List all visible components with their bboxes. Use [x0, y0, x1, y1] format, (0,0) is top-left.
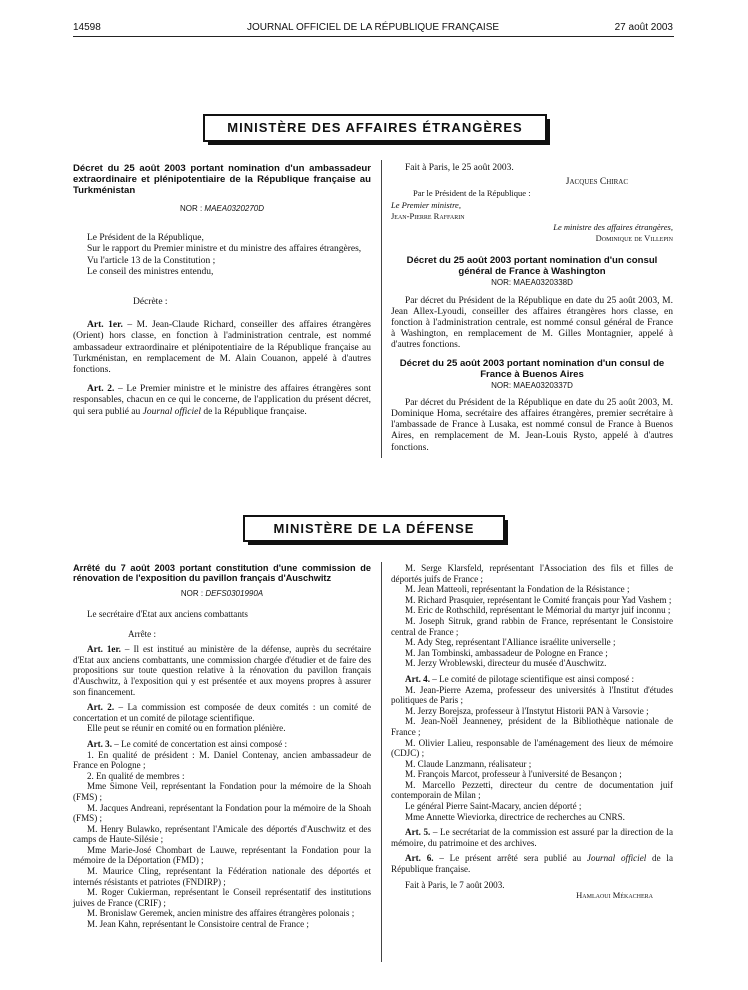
- signature-pm-title: Le Premier ministre,: [391, 199, 461, 210]
- member-item: M. Maurice Cling, représentant la Fédération nationale des déportés et internés résistants et patriotes (FNDIRP) ;: [73, 866, 371, 887]
- decree1-decrete: Décrète :: [133, 297, 168, 308]
- article-label: Art. 4.: [405, 673, 430, 684]
- article-text: – La commission est composée de deux comités : un comité de concertation et un comité de pilotage scientifique.: [73, 702, 372, 723]
- column-divider: [381, 562, 382, 962]
- decree1-nor: [73, 203, 371, 214]
- member-item: M. Jerzy Borejsza, professeur à l'Instytut Historii PAN à Varsovie ;: [405, 705, 649, 716]
- article-label: Art. 1er.: [87, 320, 123, 331]
- arrete-article3-members-label: 2. En qualité de membres :: [87, 770, 185, 781]
- article-label: Art. 2.: [87, 702, 115, 713]
- decree1-article1: [73, 320, 371, 376]
- arrete-signer: Hamlaoui Mékachera: [576, 890, 653, 901]
- article-label: Art. 3.: [87, 738, 112, 749]
- article-text: – Le comité de concertation est ainsi composé :: [112, 738, 287, 749]
- arrete-article3: [73, 739, 371, 750]
- section1-right-column: [391, 163, 673, 454]
- member-item: M. Bronislaw Geremek, ancien ministre des affaires étrangères polonais ;: [87, 908, 355, 919]
- member-item: M. Claude Lanzmann, réalisateur ;: [405, 758, 532, 769]
- nor-code: DEFS0301990A: [205, 589, 264, 599]
- signature-min-name: Dominique de Villepin: [595, 233, 673, 244]
- arrete-article6: [391, 853, 673, 874]
- member-item: M. Henry Bulawko, représentant l'Amicale des déportés d'Auschwitz et des camps de Haute-Silésie ;: [73, 823, 371, 845]
- member-item: M. Jan Tombinski, ambassadeur de Pologne en France ;: [405, 647, 608, 658]
- signature-pm-name: Jean-Pierre Raffarin: [391, 210, 465, 221]
- ministry-title-defense: [243, 515, 505, 542]
- decree3-title: Décret du 25 août 2003 portant nomination d'un consul de France à Buenos Aires: [399, 357, 665, 380]
- member-item: M. Eric de Rothschild, représentant le Mémorial du martyr juif inconnu ;: [405, 605, 671, 616]
- member-item: M. François Marcot, professeur à l'université de Besançon ;: [405, 769, 622, 780]
- decree2-title: Décret du 25 août 2003 portant nomination d'un consul général de France à Washington: [406, 255, 658, 278]
- member-item: M. Richard Prasquier, représentant le Comité français pour Yad Vashem ;: [405, 594, 672, 605]
- article-text: – Le secrétariat de la commission est assuré par la direction de la mémoire, du patrimoine et des archives.: [391, 827, 673, 848]
- section2-left-column: [73, 563, 371, 930]
- member-item: Mme Marie-José Chombart de Lauwe, représentant la Fondation pour la mémoire de la Déportation (FMD) ;: [73, 844, 371, 866]
- arrete-article2: [73, 702, 371, 723]
- decree2-text: Par décret du Président de la République en date du 25 août 2003, M. Jean Allex-Lyoudi, conseiller des affaires étrangères hors classe, en fonction à l'administration centrale, est nommé consul général de France à Washington, en remplacement de M. Gilles Montagnier, appelé à d'autres fonctions.: [391, 295, 673, 351]
- ministry-title-affaires-etrangeres: [203, 114, 547, 142]
- decree1-title: Décret du 25 août 2003 portant nomination d'un ambassadeur extraordinaire et plénipotentiaire de la République française au Turkménistan: [73, 163, 371, 196]
- signature-par-le: Par le Président de la République :: [413, 188, 531, 199]
- arrete-article1: [73, 644, 371, 697]
- member-item: Mme Annette Wieviorka, directrice de recherches au CNRS.: [405, 811, 625, 822]
- arrete-article4: [391, 674, 673, 685]
- journal-officiel-italic: Journal officiel: [142, 406, 201, 417]
- journal-officiel-italic: Journal officiel: [586, 853, 647, 864]
- article-text: – Il est institué au ministère de la défense, auprès du secrétaire d'Etat aux anciens combattants, une commission chargée d'étudier et de faire des propositions sur toute question relative à la rénovation du pavillon français d'Auschwitz, à l'exposition qui y est présentée et aux moyens propres à assurer son financement.: [73, 644, 371, 697]
- article-label: Art. 2.: [87, 384, 115, 395]
- issue-date: 27 août 2003: [614, 22, 673, 33]
- section2-right-column: [391, 563, 673, 901]
- decree1-p3: Vu l'article 13 de la Constitution ;: [87, 255, 216, 266]
- decree1-p2: Sur le rapport du Premier ministre et du ministre des affaires étrangères,: [87, 244, 362, 255]
- journal-title: JOURNAL OFFICIEL DE LA RÉPUBLIQUE FRANÇAISE: [246, 22, 500, 33]
- article-label: Art. 5.: [405, 827, 431, 838]
- ministry-title-text: MINISTÈRE DES AFFAIRES ÉTRANGÈRES: [227, 120, 523, 135]
- article-label: Art. 1er.: [87, 644, 121, 655]
- member-item: M. Joseph Sitruk, grand rabbin de France, représentant le Consistoire central de France ;: [391, 615, 673, 637]
- ministry-title-text: MINISTÈRE DE LA DÉFENSE: [273, 521, 475, 536]
- decree2-nor: NOR: MAEA0320338D: [491, 278, 573, 288]
- article-text: – Le Premier ministre et le ministre des affaires étrangères sont responsables, chacun en ce qui le concerne, de l'application du présent décret, qui sera publié au: [73, 384, 371, 417]
- arrete-nor: [73, 589, 371, 600]
- page-number: 14598: [73, 22, 101, 33]
- member-item: M. Marcello Pezzetti, directeur du centre de documentation juif contemporain de Milan ;: [391, 779, 673, 801]
- article-text: – Le présent arrêté sera publié au: [433, 853, 587, 864]
- article-label: Art. 6.: [405, 853, 434, 864]
- section1-left-column: [73, 163, 371, 418]
- member-item: M. Serge Klarsfeld, représentant l'Association des fils et filles de déportés juifs de France ;: [391, 563, 673, 584]
- member-item: M. Jean-Noël Jeanneney, président de la Bibliothèque nationale de France ;: [391, 716, 673, 737]
- article-text-end: de la République française.: [200, 406, 307, 417]
- signature-min-title: Le ministre des affaires étrangères,: [553, 222, 673, 233]
- member-item: M. Roger Cukierman, représentant le Conseil représentatif des institutions juives de France (CRIF) ;: [73, 887, 371, 908]
- member-item: Mme Simone Veil, représentant la Fondation pour la mémoire de la Shoah (FMS) ;: [73, 781, 371, 802]
- signature-president: Jacques Chirac: [565, 177, 628, 188]
- decree3-nor: NOR: MAEA0320337D: [491, 380, 573, 390]
- header-rule: [73, 36, 674, 37]
- column-divider: [381, 160, 382, 458]
- nor-code: MAEA0320270D: [204, 204, 265, 213]
- arrete-title: Arrêté du 7 août 2003 portant constitution d'une commission de rénovation de l'exposition du pavillon français d'Auschwitz: [73, 563, 371, 584]
- member-item: M. Jean-Pierre Azema, professeur des universités à l'Institut d'études politiques de Paris ;: [391, 684, 673, 706]
- decree3-text: Par décret du Président de la République en date du 25 août 2003, M. Dominique Homa, secrétaire des affaires étrangères, premier secrétaire à l'ambassade de France à Lusaka, est nommé consul de France à Buenos Aires, en remplacement de M. Jean-Louis Rysto, appelé à d'autres fonctions.: [391, 397, 673, 453]
- arrete-label: Arrête :: [128, 628, 157, 639]
- article-text-end: de la République française.: [391, 853, 673, 875]
- decree1-article2: [73, 384, 371, 418]
- page-header: [73, 22, 673, 36]
- arrete-article2-p2: Elle peut se réunir en comité ou en formation plénière.: [87, 723, 286, 734]
- arrete-fait: Fait à Paris, le 7 août 2003.: [405, 879, 505, 890]
- nor-label: NOR :: [179, 204, 205, 213]
- member-item: M. Jean Matteoli, représentant la Fondation de la Résistance ;: [405, 584, 630, 595]
- nor-label: NOR :: [180, 589, 206, 599]
- arrete-intro: Le secrétaire d'Etat aux anciens combattants: [87, 609, 248, 619]
- member-item: M. Jean Kahn, représentant le Consistoire central de France ;: [87, 919, 309, 930]
- article-text: – M. Jean-Claude Richard, conseiller des affaires étrangères (Orient) hors classe, en fonction à l'administration centrale, est nommé ambassadeur extraordinaire et plénipotentiaire de la République française au Turkménistan, en remplacement de M. Alain Couanon, appelé à d'autres fonctions.: [73, 320, 371, 376]
- decree1-p4: Le conseil des ministres entendu,: [87, 266, 214, 277]
- arrete-article3-president: 1. En qualité de président : M. Daniel Contenay, ancien ambassadeur de France en Pologne ;: [73, 749, 371, 771]
- signature-fait: Fait à Paris, le 25 août 2003.: [405, 163, 514, 173]
- article-text: – Le comité de pilotage scientifique est ainsi composé :: [430, 673, 635, 684]
- member-item: M. Jacques Andreani, représentant la Fondation pour la mémoire de la Shoah (FMS) ;: [73, 802, 371, 824]
- decree1-p1: Le Président de la République,: [87, 233, 204, 244]
- member-item: M. Ady Steg, représentant l'Alliance israélite universelle ;: [405, 637, 616, 648]
- arrete-article5: [391, 827, 673, 848]
- member-item: Le général Pierre Saint-Macary, ancien déporté ;: [405, 801, 582, 812]
- member-item: M. Olivier Lalieu, responsable de l'aménagement des lieux de mémoire (CDJC) ;: [391, 737, 673, 759]
- member-item: M. Jerzy Wroblewski, directeur du musée d'Auschwitz.: [405, 658, 607, 669]
